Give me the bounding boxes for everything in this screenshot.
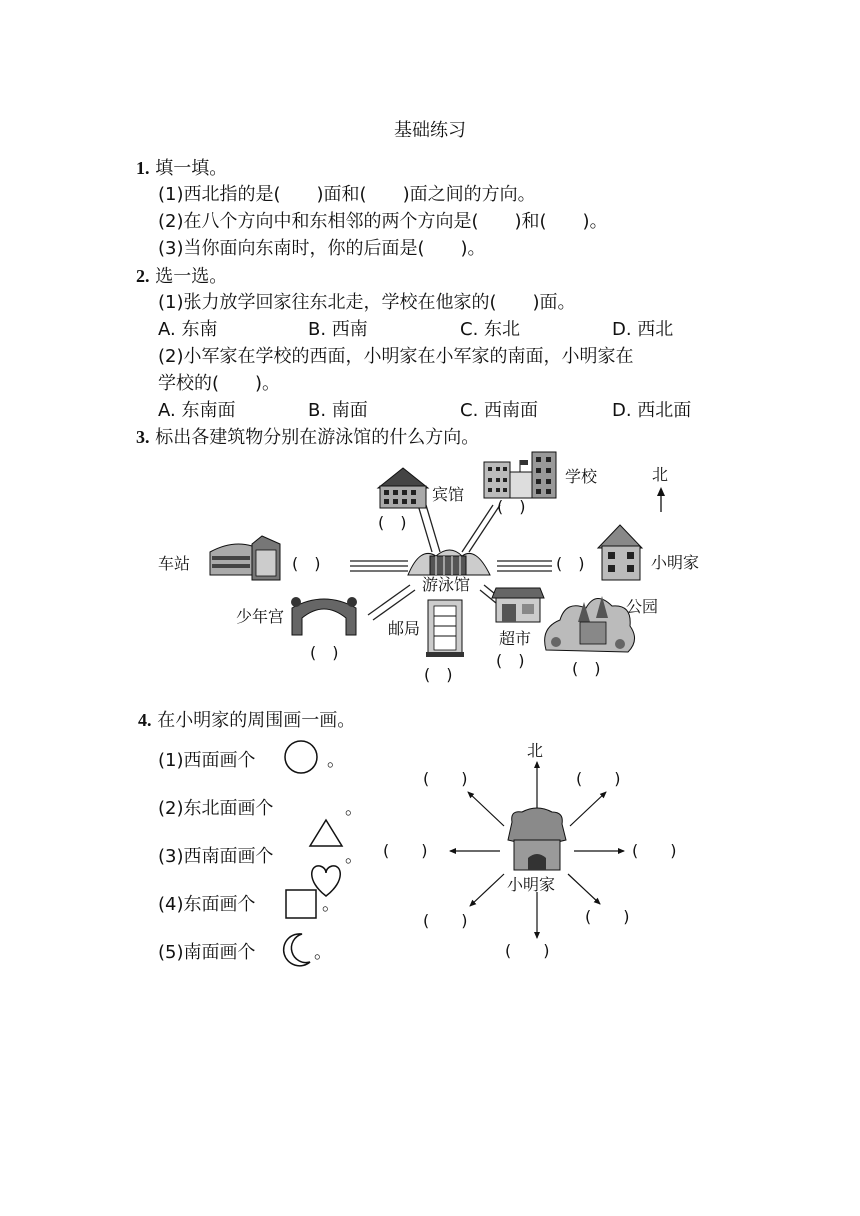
blank-park[interactable]: ( ) [572,659,601,678]
compass-north-label: 北 [527,741,544,760]
q2-item-2-option-c: C. 西南面 [460,400,539,421]
label-hotel: 宾馆 [432,485,465,504]
q2-item-2-option-b: B. 南面 [308,400,368,421]
blank-post-office[interactable]: ( ) [424,665,453,684]
blank-northwest[interactable]: ( ) [423,769,468,788]
q2-item-1-option-b: B. 西南 [308,319,368,340]
question-text: 标出各建筑物分别在游泳馆的什么方向。 [155,427,480,448]
label-home: 小明家 [651,553,700,572]
q2-item-2-line-2: 学校的( )。 [158,373,281,394]
label-post-office: 邮局 [388,619,421,638]
label-school: 学校 [565,467,598,486]
label-north: 北 [652,465,669,484]
blank-southeast[interactable]: ( ) [585,907,630,926]
arrow-northwest [468,792,504,826]
q2-item-1-option-c: C. 东北 [460,319,521,340]
arrow-southeast [568,874,600,904]
q4-item-text: (5)南面画个 [158,942,256,963]
blank-east[interactable]: ( ) [632,841,677,860]
q2-item-1-option-d: D. 西北 [612,319,674,340]
blank-school[interactable]: ( ) [497,497,526,516]
blank-northeast[interactable]: ( ) [576,769,621,788]
q1-item-1: (1)西北指的是( )面和( )面之间的方向。 [158,184,536,205]
blank-home[interactable]: ( ) [556,554,585,573]
label-youth-palace: 少年宫 [236,607,285,626]
q4-item-text: (4)东面画个 [158,894,256,915]
q4-item-5-end: 。 [314,942,332,963]
blank-station[interactable]: ( ) [292,554,321,573]
label-supermarket: 超市 [499,629,532,648]
q4-item-2-end: 。 [345,798,363,819]
q2-item-2-line-1: (2)小军家在学校的西面，小明家在小军家的南面，小明家在 [158,346,634,367]
label-park: 公园 [626,597,659,616]
arrow-northeast [570,792,606,826]
q2-item-1-option-a: A. 东南 [158,319,218,340]
blank-south[interactable]: ( ) [505,941,550,960]
blank-west[interactable]: ( ) [383,841,428,860]
question-number: 1. [136,158,150,178]
q1-item-3: (3)当你面向东南时，你的后面是( )。 [158,238,486,259]
page-title: 基础练习 [394,120,466,141]
question-number: 4. [138,710,152,730]
blank-youth-palace[interactable]: ( ) [310,643,339,662]
question-text: 选一选。 [155,266,228,287]
q1-item-2: (2)在八个方向中和东相邻的两个方向是( )和( )。 [158,211,608,232]
q4-item-3-end: 。 [345,846,363,867]
blank-hotel[interactable]: ( ) [378,513,407,532]
compass-center-label: 小明家 [507,875,556,894]
question-text: 填一填。 [155,158,228,179]
hut-icon [508,808,566,870]
q2-item-2-option-a: A. 东南面 [158,400,236,421]
q2-item-1: (1)张力放学回家往东北走，学校在他家的( )面。 [158,292,576,313]
q4-item-text: (2)东北面画个 [158,798,274,819]
q4-item-text: (1)西面画个 [158,750,256,771]
arrow-southwest [470,874,504,906]
label-swimming-hall: 游泳馆 [422,575,471,594]
q4-item-1-end: 。 [327,750,345,771]
blank-southwest[interactable]: ( ) [423,911,468,930]
q4-item-4-end: 。 [322,894,340,915]
question-number: 3. [136,427,150,447]
blank-supermarket[interactable]: ( ) [496,651,525,670]
q4-item-text: (3)西南面画个 [158,846,274,867]
q2-item-2-option-d: D. 西北面 [612,400,692,421]
label-station: 车站 [158,554,191,573]
question-text: 在小明家的周围画一画。 [157,710,356,731]
question-number: 2. [136,266,150,286]
